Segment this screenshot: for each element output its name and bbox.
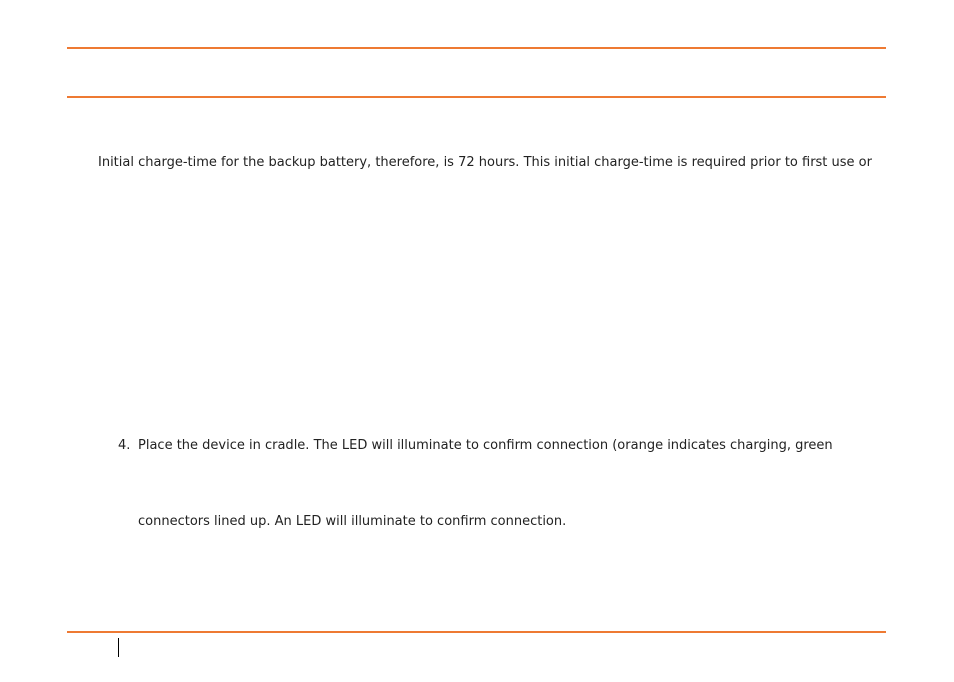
list-item-place-device: Place the device in cradle. The LED will illuminate to confirm connection (orange indicates charging, green [138,438,833,453]
body-paragraph-connectors: connectors lined up. An LED will illuminate to confirm connection. [138,514,567,529]
header-rule-bottom [67,96,886,98]
footer-rule [67,631,886,633]
header-rule-top [67,47,886,49]
body-paragraph-charge-time: Initial charge-time for the backup battery, therefore, is 72 hours. This initial charge-time is required prior to first use or [98,155,872,170]
list-item-number: 4. [118,438,131,453]
footer-divider [118,638,119,657]
